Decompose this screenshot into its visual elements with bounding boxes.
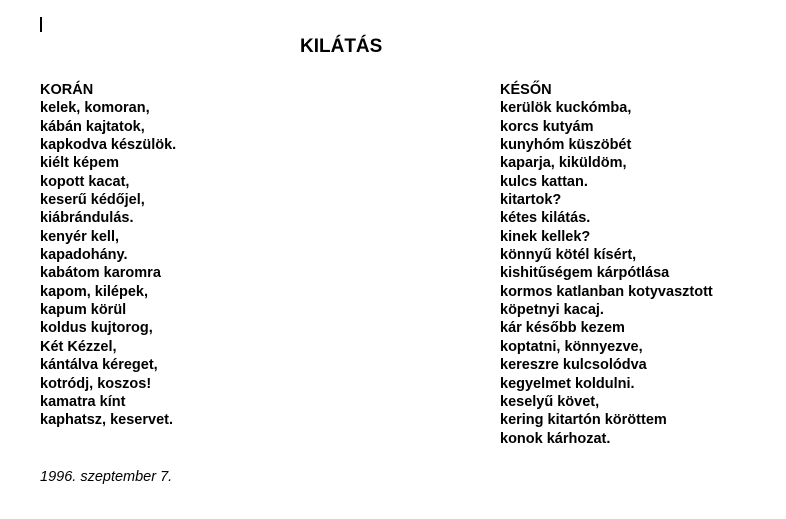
left-line: kaphatsz, keservet. [40, 412, 173, 429]
right-line: köpetnyi kacaj. [500, 302, 604, 319]
right-line: kinek kellek? [500, 228, 591, 245]
left-line: kapadohány. [40, 247, 128, 264]
left-line: kopott kacat, [40, 173, 130, 190]
right-line: könnyű kötél kísért, [500, 247, 637, 264]
left-line: kábán kajtatok, [40, 118, 145, 135]
left-line: koldus kujtorog, [40, 320, 153, 337]
right-line: kulcs kattan. [500, 173, 588, 190]
left-line: kapom, kilépek, [40, 283, 148, 300]
poem-date: 1996. szeptember 7. [40, 469, 173, 485]
right-line: koptatni, könnyezve, [500, 338, 643, 355]
left-line: kapkodva készülök. [40, 137, 177, 154]
left-line: kapum körül [40, 302, 127, 319]
left-column-heading: KORÁN [40, 82, 94, 98]
right-line: kár később kezem [500, 320, 625, 337]
left-line: kántálva kéreget, [40, 357, 158, 374]
right-line: kitartok? [500, 192, 562, 209]
text-cursor [40, 17, 42, 32]
poem-title: KILÁTÁS [300, 36, 383, 57]
left-line: kenyér kell, [40, 228, 119, 245]
right-line: kunyhóm küszöbét [500, 137, 632, 154]
right-line: konok kárhozat. [500, 430, 611, 447]
left-line: kiélt képem [40, 155, 119, 172]
right-column [500, 81, 713, 448]
left-line: kiábrándulás. [40, 210, 134, 227]
right-line: kétes kilátás. [500, 210, 591, 227]
left-line: kotródj, koszos! [40, 375, 152, 392]
left-line: keserű kédőjel, [40, 192, 145, 209]
right-line: kerülök kuckómba, [500, 100, 632, 117]
left-line: Két Kézzel, [40, 338, 117, 355]
right-line: keselyű követ, [500, 393, 600, 410]
left-line: kelek, komoran, [40, 100, 150, 117]
right-line: kishitűségem kárpótlása [500, 265, 670, 282]
left-column [40, 81, 176, 430]
right-line: kegyelmet koldulni. [500, 375, 635, 392]
right-line: korcs kutyám [500, 118, 594, 135]
right-line: kaparja, kiküldöm, [500, 155, 627, 172]
right-column-heading: KÉSŐN [500, 82, 552, 98]
right-line: kereszre kulcsolódva [500, 357, 647, 374]
right-line: kormos katlanban kotyvasztott [500, 283, 713, 300]
right-line: kering kitartón köröttem [500, 412, 667, 429]
left-line: kabátom karomra [40, 265, 161, 282]
left-line: kamatra kínt [40, 393, 126, 410]
